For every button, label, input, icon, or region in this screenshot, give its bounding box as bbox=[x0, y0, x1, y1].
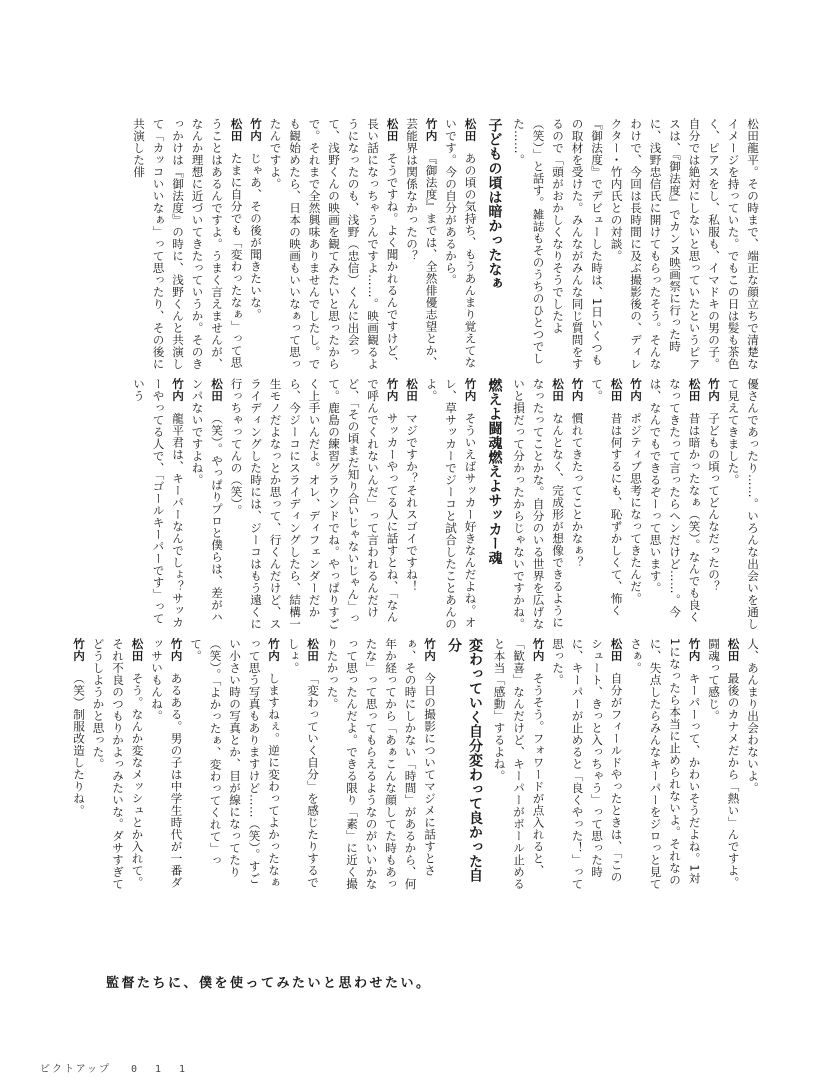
dialogue-text: 昔は何するにも、恥ずかしくて、怖くて。 bbox=[590, 378, 624, 617]
dialogue-text: 龍平君は、キーパーなんでしょ？サッカーやってる人で、「ゴールキーパーです」っていう bbox=[132, 378, 185, 629]
dialogue-text: そうそう。フォワードが点入れると、「歓喜」なんだけど、キーパーがボール止めると本当「感動」するよね。 bbox=[492, 638, 546, 890]
dialogue-line bbox=[548, 638, 626, 890]
dialogue-text: あの頃の気持ち、もうあんまり覚えてないです。今の自分があるから。 bbox=[444, 118, 478, 369]
dialogue-line bbox=[246, 118, 266, 370]
speaker-name: 竹内 bbox=[72, 638, 86, 662]
speaker-name: 竹内 bbox=[423, 638, 437, 662]
speaker-name: 松田 bbox=[609, 378, 624, 402]
dialogue-line bbox=[88, 638, 147, 890]
dialogue-line bbox=[265, 118, 402, 370]
dialogue-text: そうですね。よく聞かれるんですけど、長い話になっちゃうんですよ……。映画観るようになったのも、浅野（忠信）くんに出会って、浅野くんの映画を観てみたいと思ったからで。それまで全然興味ありませんでしたし。でも観始めたら、日本の映画もいいなぁって思ったんですよ。 bbox=[268, 118, 400, 370]
speaker-name: 竹内 bbox=[707, 378, 721, 402]
dialogue-line bbox=[489, 638, 548, 890]
speaker-name: 松田 bbox=[687, 378, 702, 402]
page-footer bbox=[40, 1060, 440, 1075]
page-number: 011 bbox=[131, 1064, 204, 1075]
dialogue-line bbox=[645, 378, 704, 630]
article-tier-3 bbox=[62, 638, 762, 890]
speaker-name: 松田 bbox=[385, 118, 400, 142]
dialogue-line bbox=[129, 118, 246, 370]
dialogue-text: マジですか？それスゴイですね！ bbox=[405, 412, 419, 593]
dialogue-line bbox=[147, 638, 186, 890]
speaker-name: 松田 bbox=[551, 378, 565, 402]
dialogue-text: 最後のカナメだから「熱い」んですよ。闘魂って感じ。 bbox=[707, 638, 741, 889]
speaker-name: 竹内 bbox=[687, 638, 702, 662]
speaker-name: 竹内 bbox=[531, 638, 546, 662]
article-tier-1 bbox=[62, 118, 762, 370]
dialogue-line bbox=[626, 378, 646, 630]
footer-section-label: ピクトアップ bbox=[40, 1064, 111, 1075]
dialogue-text: 『御法度』までは、全然俳優志望とか、芸能界は関係なかったの？ bbox=[405, 118, 439, 369]
speaker-name: 松田 bbox=[210, 378, 224, 402]
dialogue-text: 今日の撮影についてマジメに話すとさぁ、その時にしかない「時間」があるから、何年か経ってから「あぁこんな顔してた時もあったな」って思ってもらえるようなのがいいかなって思ったんだよ。できる限り「素」に近く撮りたかった。 bbox=[325, 638, 437, 890]
dialogue-text: 自分がフィールドやったときは、「このシュート、きっと入っちゃう」って思った時に、キーパーが止めると「良くやった！」って思った。 bbox=[551, 638, 624, 890]
body-paragraph: 人、あんまり出会わないよ。 bbox=[746, 638, 760, 794]
dialogue-line bbox=[441, 118, 480, 370]
body-paragraph: 優さんであったり……。いろんな出会いを通して見えてきました。 bbox=[726, 378, 760, 630]
dialogue-text: ポジティブ思考になってきたんだ。 bbox=[629, 412, 643, 605]
speaker-name: 竹内 bbox=[424, 118, 439, 142]
speaker-name: 竹内 bbox=[249, 118, 263, 142]
body-paragraph: 松田龍平。その時まで、端正な顔立ちで清楚なイメージを持っていた。でもこの日は髪も茶色く、ピアスをし、私服も、イマドキの男の子。自分では絶対にしないと思っていたというピアスは、『御法度』でカンヌ映画祭に行った時に、浅野忠信氏に開けてもらったそう。そんなわけで、今回は長時間に及ぶ撮影後の、ディレクター・竹内氏との対談。 bbox=[609, 118, 760, 370]
dialogue-text: （笑）制服改造したりね。 bbox=[72, 672, 86, 817]
speaker-name: 松田 bbox=[405, 378, 419, 402]
dialogue-text: 昔は暗かったなぁ（笑）。なんでも良くなってきたって言ったらヘンだけど……。今は、なんでもできるぞーって思います。 bbox=[648, 378, 702, 623]
dialogue-line bbox=[402, 378, 422, 630]
speaker-name: 松田 bbox=[726, 638, 741, 662]
dialogue-line bbox=[704, 638, 743, 890]
dialogue-text: あるある。男の子は中学生時代が一番ダッサいもんね。 bbox=[150, 638, 184, 889]
dialogue-line bbox=[626, 638, 704, 890]
dialogue-line bbox=[421, 378, 480, 630]
section-heading: 燃えよ闘魂燃えよサッカー魂 bbox=[486, 378, 503, 566]
dialogue-line bbox=[704, 378, 724, 630]
dialogue-text: そういえばサッカー好きなんだよね。オレ、草サッカーでジーコと試合したことあんのよ。 bbox=[424, 378, 478, 630]
dialogue-text: たまに自分でも「変わったなぁ」って思うことはあるんですよ。うまく言えませんが、なんか理想に近づいてきたっていうか。そのきっかけは『御法度』の時に、浅野くんと共演して「カッコいいなぁ」って思ったり、その後に共演した俳 bbox=[132, 118, 244, 370]
speaker-name: 竹内 bbox=[570, 378, 585, 402]
dialogue-line bbox=[186, 638, 284, 890]
dialogue-text: なんとなく、完成形が想像できるようになったってことかな。自分のいる世界を広げないと損だって分かったからじゃないですかね。 bbox=[512, 378, 565, 630]
dialogue-text: じゃあ、その後が聞きたいな。 bbox=[249, 152, 263, 321]
speaker-name: 松田 bbox=[463, 118, 478, 142]
dialogue-text: キーパーって、かわいそうだよね。1対1になったら本当に止められないよ。それなのに、失点したらみんなキーパーをジロっと見てさぁ。 bbox=[629, 638, 702, 890]
speaker-name: 松田 bbox=[130, 638, 145, 662]
article-tier-2 bbox=[62, 378, 762, 630]
dialogue-line bbox=[226, 378, 402, 630]
dialogue-line bbox=[283, 638, 322, 890]
dialogue-line bbox=[322, 638, 439, 890]
dialogue-line bbox=[509, 378, 568, 630]
section-heading: 子どもの頃は暗かったなぁ bbox=[486, 118, 503, 291]
dialogue-text: （笑）。やっぱりプロと僕らは、差がハンパないですよね。 bbox=[190, 378, 224, 623]
tagline-caption: 監督たちに、僕を使ってみたいと思わせたい。 bbox=[106, 976, 432, 991]
speaker-name: 竹内 bbox=[169, 638, 184, 662]
dialogue-text: そう。なんか変なメッシュとか入れて。それ不良のつもりかよっみたいな。ダサすぎてどうしようかと思った。 bbox=[91, 638, 145, 890]
dialogue-line bbox=[129, 378, 188, 630]
speaker-name: 竹内 bbox=[171, 378, 185, 402]
body-paragraph: 『御法度』でデビューした時は、1日いくつもの取材を受けた。みんながみんな同じ質問をするので「頭がおかしくなりそうでしたよ（笑）」と話す。雑誌もそのうちのひとつでした……。 bbox=[512, 118, 604, 370]
speaker-name: 竹内 bbox=[629, 378, 643, 402]
speaker-name: 竹内 bbox=[267, 638, 281, 662]
speaker-name: 竹内 bbox=[463, 378, 478, 402]
dialogue-line bbox=[567, 378, 587, 630]
dialogue-line bbox=[587, 378, 626, 630]
dialogue-line bbox=[402, 118, 441, 370]
dialogue-text: しますねぇ。逆に変わってよかったなぁって思う写真もありますけど……（笑）。すごい小さい時の写真とか、目が線になってたり（笑）。「よかったぁ、変わってくれて」って。 bbox=[189, 638, 281, 889]
dialogue-text: サッカーやってる人に話すとね、「なんで呼んでくれないんだ」って言われるんだけど、「その頃まだ知り合いじゃないじゃん」って。鹿島の練習グラウンドでね。やっぱりすごく上手いんだよ。オレ、ディフェンダーだから、今ジーコにスライディングしたら、結構一生モノだよなっとか思って、行くんだけど、スライディングした時には、ジーコはもう遠くに行っちゃってんの（笑）。 bbox=[229, 378, 400, 630]
dialogue-text: 「変わっていく自分」を感じたりするでしょ。 bbox=[286, 638, 320, 889]
dialogue-text: 子どもの頃ってどんなだったの？ bbox=[707, 412, 721, 593]
speaker-name: 松田 bbox=[229, 118, 244, 142]
section-heading: 変わっていく自分変わって良かった自分 bbox=[446, 638, 483, 883]
speaker-name: 松田 bbox=[306, 638, 320, 662]
dialogue-text: 慣れてきたってことかなぁ？ bbox=[570, 412, 585, 569]
speaker-name: 松田 bbox=[609, 638, 624, 662]
dialogue-line bbox=[69, 638, 89, 890]
speaker-name: 竹内 bbox=[385, 378, 400, 402]
dialogue-line bbox=[187, 378, 226, 630]
